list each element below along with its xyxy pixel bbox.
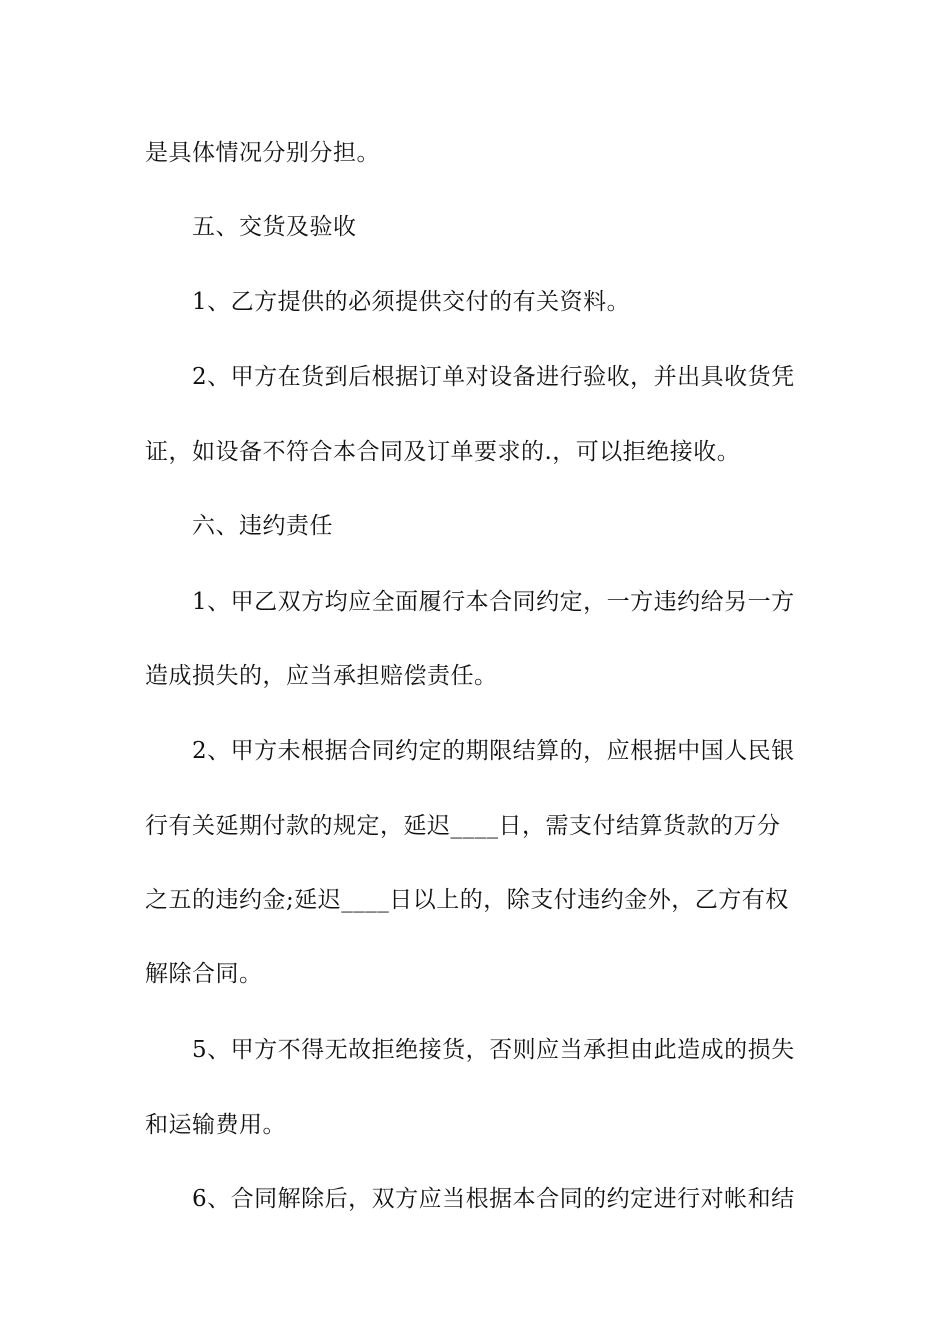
section-heading: 六、违约责任 [192, 513, 333, 539]
text-line: 证，如设备不符合本合同及订单要求的.，可以拒绝接收。 [145, 439, 741, 465]
text-line: 造成损失的，应当承担赔偿责任。 [145, 663, 498, 689]
text-line: 和运输费用。 [145, 1112, 286, 1138]
text-line: 行有关延期付款的规定，延迟____日，需支付结算货款的万分 [145, 813, 781, 839]
text-line: 1、乙方提供的必须提供交付的有关资料。 [192, 289, 631, 315]
text-line: 1、甲乙双方均应全面履行本合同约定，一方违约给另一方 [192, 589, 795, 615]
text-line: 是具体情况分别分担。 [145, 140, 380, 166]
section-heading: 五、交货及验收 [192, 214, 357, 240]
text-line: 6、合同解除后，双方应当根据本合同的约定进行对帐和结 [192, 1186, 795, 1212]
text-line: 5、甲方不得无故拒绝接货，否则应当承担由此造成的损失 [192, 1037, 795, 1063]
text-line: 解除合同。 [145, 961, 263, 987]
text-line: 2、甲方未根据合同约定的期限结算的，应根据中国人民银 [192, 738, 795, 764]
text-line: 2、甲方在货到后根据订单对设备进行验收，并出具收货凭 [192, 364, 795, 390]
text-line: 之五的违约金;延迟____日以上的，除支付违约金外，乙方有权 [145, 887, 789, 913]
